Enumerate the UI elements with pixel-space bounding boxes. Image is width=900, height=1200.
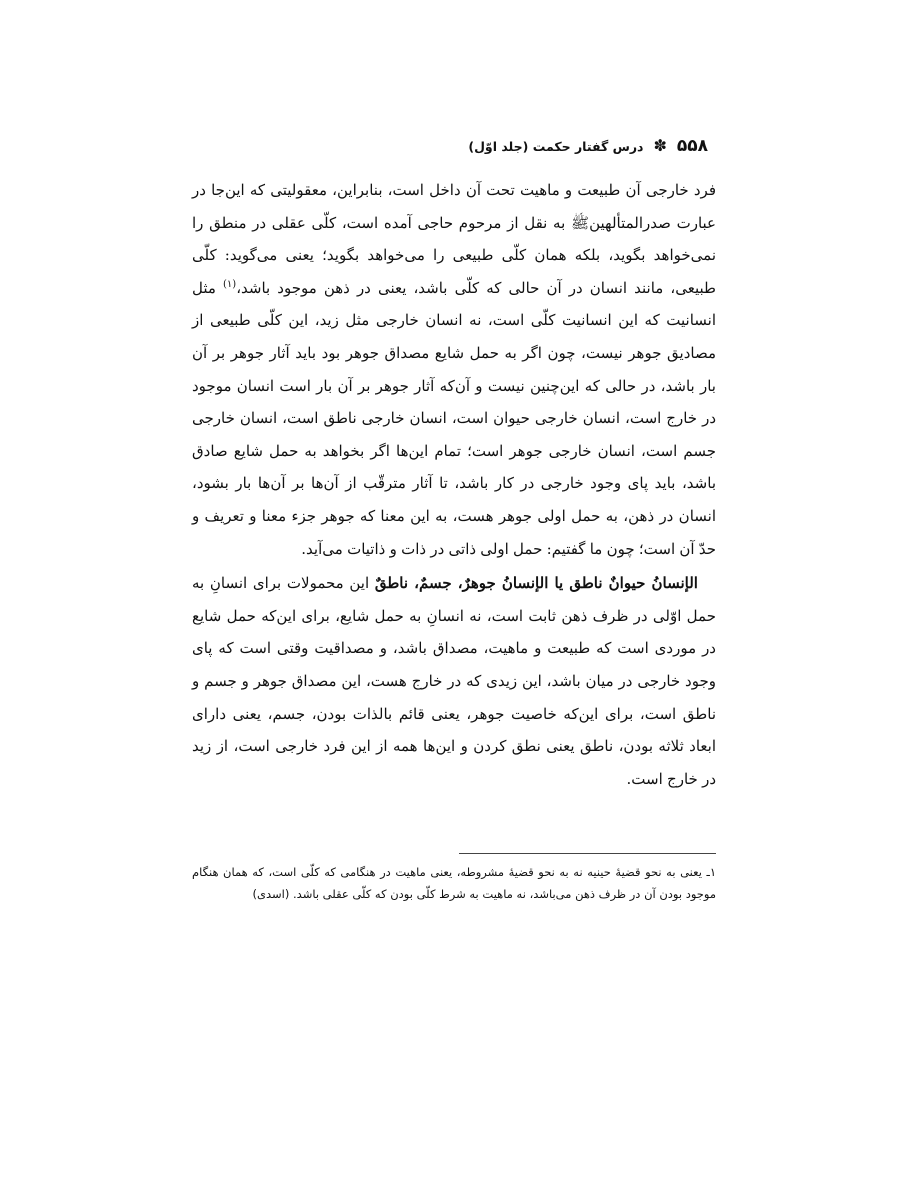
footnote-reference: (۱) xyxy=(223,278,237,290)
paragraph-1 xyxy=(192,174,716,565)
running-title: درس گفتار حکمت (جلد اوّل) xyxy=(468,138,644,154)
page-number: ۵۵۸ xyxy=(676,136,708,156)
flower-ornament-icon: ✽ xyxy=(653,136,667,155)
footnote: ۱ـ یعنی به نحو قضیهٔ حینیه نه به نحو قضیهٔ مشروطه، یعنی ماهیت در هنگامی که کلّی است، که همان هنگام موجود بودن آن در ظرف ذهن می‌باشد، نه ماهیت به شرط کلّی بودن که کلّی عقلی باشد. (اسدی) xyxy=(192,865,716,901)
running-header xyxy=(468,136,708,156)
paragraph-2-bold-quote: الإنسانُ حیوانٌ ناطق یا الإنسانُ جوهرٌ، جسمٌ، ناطقٌ xyxy=(374,574,698,593)
paragraph-1-text-b: مثل انسانیت که این انسانیت کلّی است، نه انسان خارجی مثل زید، این کلّی طبیعی از مصادیق جوهر نیست، چون اگر به حمل شایع مصداق جوهر بود باید آثار جوهر بر آن بار باشد، در حالی که این‌چنین نیست و آن‌که آثار جوهر بر آن بار است انسان موجود در خارج است، انسان خارجی حیوان است، انسان خارجی ناطق است، انسان خارجی جسم است، انسان خارجی جوهر است؛ تمام این‌ها اگر بخواهد به حمل شایع صادق باشد، باید پای وجود خارجی در کار باشد، تا آثار مترقّب از آن‌ها بر آن‌ها بار بشود، انسان در ذهن، به حمل اولی جوهر هست، به این معنا که جوهر جزء معنا و تعریف و حدّ آن است؛ چون ما گفتیم: حمل اولی ذاتی در ذات و ذاتیات می‌آید. xyxy=(192,278,716,558)
paragraph-2-text: این محمولات برای انسانِ به حمل اوّلی در ظرف ذهن ثابت است، نه انسانِ به حمل شایع، برای این‌که حمل شایع در موردی است که طبیعت و ماهیت، مصداق باشد، و مصداقیت وقتی است که پای وجود خارجی در میان باشد، این زیدی که در خارج هست، این مصداق جوهر و جسم و ناطق است، برای این‌که خاصیت جوهر، یعنی قائم بالذات بودن، جسم، یعنی دارای ابعاد ثلاثه بودن، ناطق یعنی نطق کردن و این‌ها همه از این فرد خارجی است، از زید در خارج است. xyxy=(192,574,716,788)
footnote-divider xyxy=(459,853,716,854)
paragraph-2 xyxy=(192,567,716,795)
paragraph-1-text-a: فرد خارجی آن طبیعت و ماهیت تحت آن داخل است، بنابراین، معقولیتی که این‌جا در عبارت صدرالمتألهینﷺ به نقل از مرحوم حاجی آمده است، کلّی عقلی در منطق را نمی‌خواهد بگوید، بلکه همان کلّی طبیعی را می‌خواهد بگوید؛ یعنی می‌گوید: کلّی طبیعی، مانند انسان در آن حالی که کلّی باشد، یعنی در ذهن موجود باشد، xyxy=(192,181,716,297)
main-text xyxy=(192,174,716,795)
